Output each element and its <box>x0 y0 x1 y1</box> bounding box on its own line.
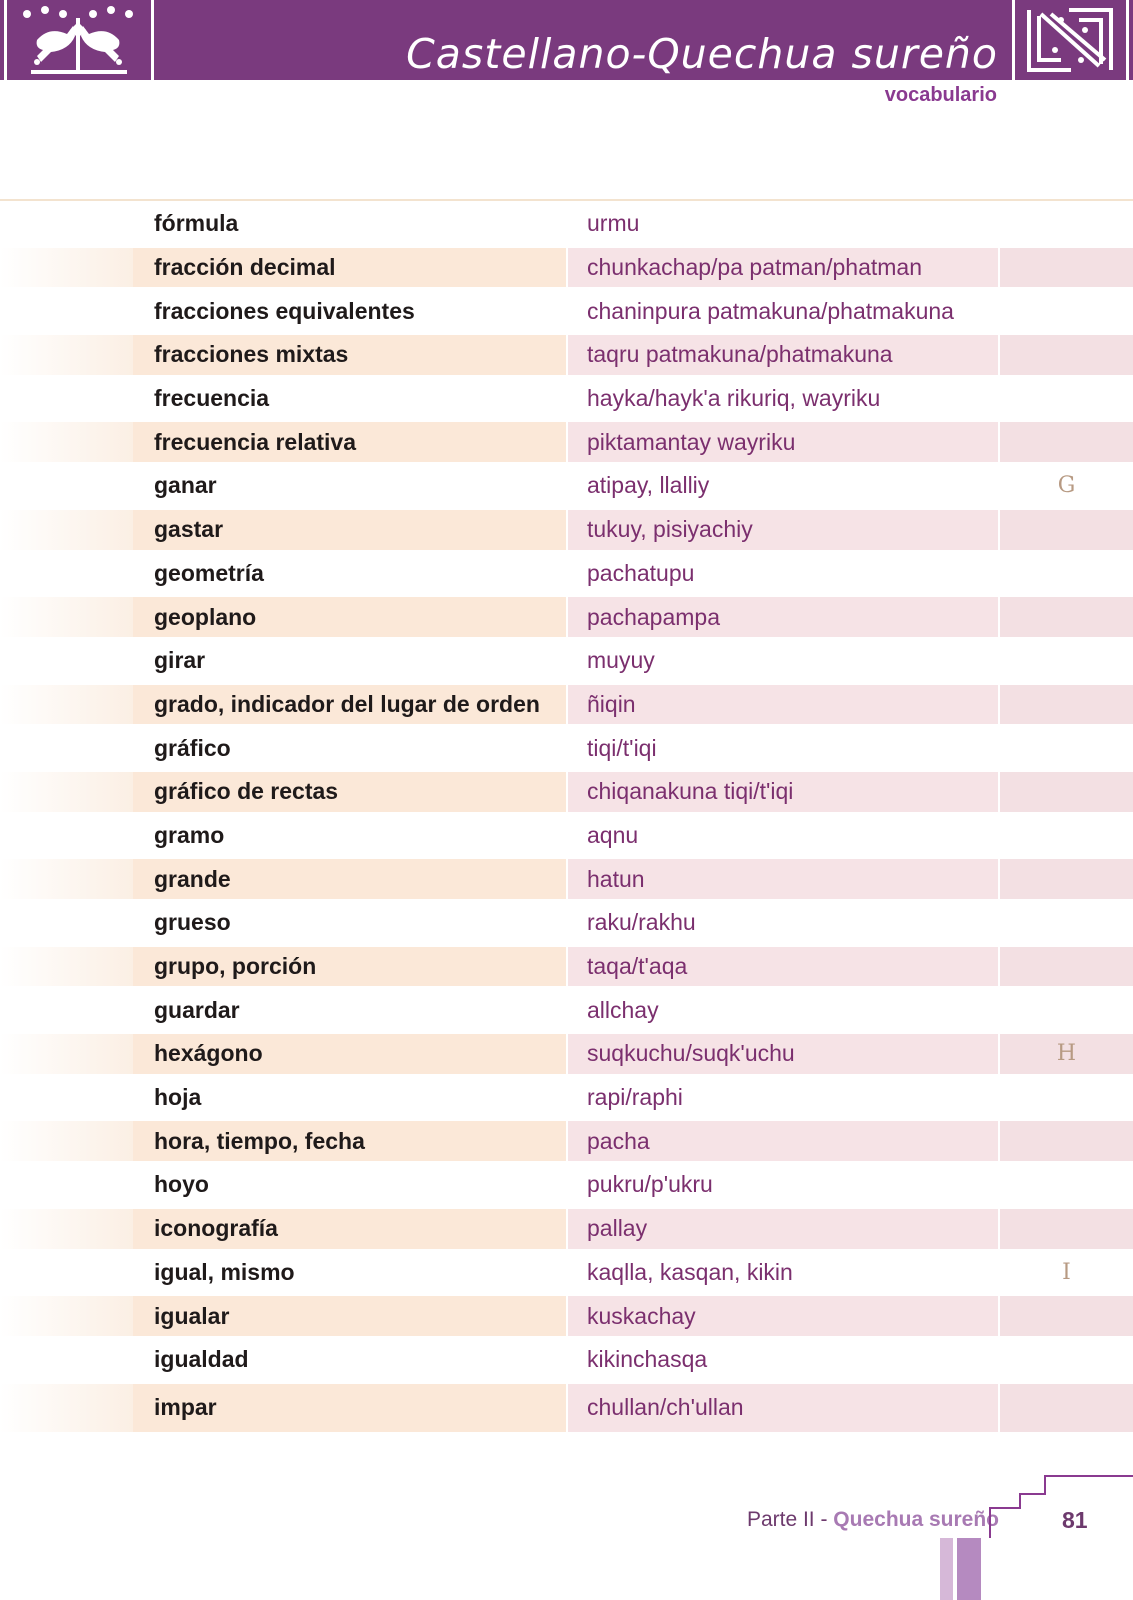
spanish-term: geoplano <box>133 597 566 637</box>
embroidered-birds-pattern-icon <box>7 0 151 80</box>
row-lead-shade <box>0 1209 133 1249</box>
spanish-term: igualdad <box>154 1346 249 1373</box>
row-lead-shade <box>0 1340 133 1380</box>
letter-marker <box>1000 379 1133 419</box>
table-row <box>0 770 1133 814</box>
letter-marker <box>1000 859 1133 899</box>
quechua-translation: pacha <box>568 1121 998 1161</box>
table-row <box>0 377 1133 421</box>
spanish-term: fracciones equivalentes <box>154 297 415 324</box>
quechua-translation: pukru/p'ukru <box>587 1171 713 1198</box>
row-lead-shade <box>0 291 133 331</box>
quechua-translation: pachatupu <box>587 559 695 586</box>
quechua-translation: rapi/raphi <box>587 1084 683 1111</box>
spanish-term: fórmula <box>154 210 239 237</box>
table-row <box>0 1076 1133 1120</box>
spanish-term: geometría <box>154 559 264 586</box>
quechua-translation: atipay, llalliy <box>587 472 710 499</box>
row-lead-shade <box>0 466 133 506</box>
row-lead-shade <box>0 1078 133 1118</box>
quechua-translation: muyuy <box>587 647 655 674</box>
spanish-term: frecuencia relativa <box>133 422 566 462</box>
table-row <box>0 202 1133 246</box>
letter-marker <box>1000 772 1133 812</box>
letter-marker <box>1000 816 1133 856</box>
letter-marker <box>1000 291 1133 331</box>
spanish-term: grande <box>133 859 566 899</box>
spanish-term: iconografía <box>133 1209 566 1249</box>
spanish-term: igual, mismo <box>154 1258 295 1285</box>
spanish-term: hoyo <box>154 1171 209 1198</box>
quechua-translation: tiqi/t'iqi <box>587 734 657 761</box>
table-row <box>0 814 1133 858</box>
row-lead-shade <box>0 685 133 725</box>
quechua-translation: kaqlla, kasqan, kikin <box>587 1258 793 1285</box>
table-row <box>0 857 1133 901</box>
quechua-translation: kikinchasqa <box>587 1346 708 1373</box>
letter-marker <box>1000 990 1133 1030</box>
quechua-translation: kuskachay <box>568 1296 998 1336</box>
table-row <box>0 246 1133 290</box>
page-title: Castellano-Quechua sureño <box>406 30 998 78</box>
letter-marker <box>1000 685 1133 725</box>
table-row <box>0 1163 1133 1207</box>
table-row <box>0 420 1133 464</box>
row-lead-shade <box>0 859 133 899</box>
row-lead-shade <box>0 597 133 637</box>
quechua-translation: taqru patmakuna/phatmakuna <box>568 335 998 375</box>
row-lead-shade <box>0 422 133 462</box>
row-lead-shade <box>0 510 133 550</box>
spanish-term: girar <box>154 647 206 674</box>
quechua-translation: chunkachap/pa patman/phatman <box>568 248 998 288</box>
table-top-rule <box>0 199 1133 201</box>
quechua-translation: pallay <box>568 1209 998 1249</box>
spanish-term: frecuencia <box>154 385 270 412</box>
quechua-translation: tukuy, pisiyachiy <box>568 510 998 550</box>
table-row <box>0 1382 1133 1434</box>
row-lead-shade <box>0 1165 133 1205</box>
row-lead-shade <box>0 728 133 768</box>
spanish-term: gramo <box>154 821 225 848</box>
letter-marker <box>1000 1384 1133 1432</box>
right-logo <box>1012 0 1129 80</box>
table-row <box>0 683 1133 727</box>
letter-marker <box>1000 248 1133 288</box>
quechua-translation: chaninpura patmakuna/phatmakuna <box>587 297 954 324</box>
letter-marker <box>1000 947 1133 987</box>
page-number: 81 <box>1062 1507 1088 1533</box>
row-lead-shade <box>0 335 133 375</box>
table-row <box>0 1294 1133 1338</box>
table-row <box>0 333 1133 377</box>
table-row <box>0 508 1133 552</box>
letter-marker <box>1000 1165 1133 1205</box>
table-row <box>0 595 1133 639</box>
table-row <box>0 988 1133 1032</box>
row-lead-shade <box>0 554 133 594</box>
footer-part-prefix: Parte II - <box>746 1508 834 1531</box>
spanish-term: hoja <box>154 1084 202 1111</box>
spanish-term: hora, tiempo, fecha <box>133 1121 566 1161</box>
letter-marker <box>1000 510 1133 550</box>
table-row <box>0 1251 1133 1295</box>
letter-marker <box>1000 554 1133 594</box>
letter-marker <box>1000 422 1133 462</box>
spanish-term: igualar <box>133 1296 566 1336</box>
table-row <box>0 726 1133 770</box>
table-row <box>0 945 1133 989</box>
letter-marker <box>1000 728 1133 768</box>
page-subtitle: vocabulario <box>884 84 997 106</box>
letter-marker <box>1000 1296 1133 1336</box>
spanish-term: ganar <box>154 472 217 499</box>
letter-marker <box>1000 597 1133 637</box>
row-lead-shade <box>0 772 133 812</box>
table-row <box>0 1338 1133 1382</box>
quechua-translation: aqnu <box>587 821 639 848</box>
footer-part-accent: Quechua sureño <box>833 1508 999 1531</box>
quechua-translation: piktamantay wayriku <box>568 422 998 462</box>
quechua-translation: hayka/hayk'a rikuriq, wayriku <box>587 385 881 412</box>
row-lead-shade <box>0 204 133 244</box>
table-row <box>0 901 1133 945</box>
quechua-translation: chullan/ch'ullan <box>568 1384 998 1432</box>
spanish-term: grupo, porción <box>133 947 566 987</box>
row-lead-shade <box>0 641 133 681</box>
letter-marker <box>1000 903 1133 943</box>
quechua-translation: raku/rakhu <box>587 909 696 936</box>
row-lead-shade <box>0 903 133 943</box>
quechua-translation: suqkuchu/suqk'uchu <box>568 1034 998 1074</box>
quechua-translation: taqa/t'aqa <box>568 947 998 987</box>
footer-steps-decoration <box>940 1468 1133 1600</box>
spanish-term: impar <box>133 1384 566 1432</box>
letter-marker <box>1000 1209 1133 1249</box>
spanish-term: guardar <box>154 996 240 1023</box>
letter-marker <box>1000 335 1133 375</box>
row-lead-shade <box>0 379 133 419</box>
table-row <box>0 1032 1133 1076</box>
quechua-translation: chiqanakuna tiqi/t'iqi <box>568 772 998 812</box>
quechua-translation: urmu <box>587 210 640 237</box>
quechua-translation: allchay <box>587 996 659 1023</box>
letter-marker <box>1000 204 1133 244</box>
quechua-translation: hatun <box>568 859 998 899</box>
spanish-term: fracciones mixtas <box>133 335 566 375</box>
table-row <box>0 639 1133 683</box>
quechua-translation: ñiqin <box>568 685 998 725</box>
table-row <box>0 552 1133 596</box>
spanish-term: fracción decimal <box>133 248 566 288</box>
table-row <box>0 464 1133 508</box>
row-lead-shade <box>0 1121 133 1161</box>
letter-marker <box>1000 1340 1133 1380</box>
spanish-term: gráfico de rectas <box>133 772 566 812</box>
vocabulary-table <box>0 202 1133 1434</box>
letter-marker <box>1000 1121 1133 1161</box>
table-row <box>0 1207 1133 1251</box>
table-row <box>0 289 1133 333</box>
quechua-translation: pachapampa <box>568 597 998 637</box>
spanish-term: grado, indicador del lugar de orden <box>133 685 566 725</box>
spanish-term: grueso <box>154 909 231 936</box>
row-lead-shade <box>0 1296 133 1336</box>
andean-geometric-pattern-icon <box>1015 0 1126 80</box>
letter-marker <box>1000 641 1133 681</box>
table-row <box>0 1119 1133 1163</box>
row-lead-shade <box>0 1384 133 1432</box>
letter-marker <box>1000 1078 1133 1118</box>
spanish-term: gráfico <box>154 734 231 761</box>
row-lead-shade <box>0 947 133 987</box>
row-lead-shade <box>0 816 133 856</box>
letter-marker: G <box>1057 473 1076 499</box>
spanish-term: hexágono <box>133 1034 566 1074</box>
row-lead-shade <box>0 248 133 288</box>
left-logo <box>4 0 154 80</box>
row-lead-shade <box>0 990 133 1030</box>
row-lead-shade <box>0 1034 133 1074</box>
letter-marker: H <box>1000 1034 1133 1074</box>
letter-marker: I <box>1062 1259 1071 1285</box>
spanish-term: gastar <box>133 510 566 550</box>
row-lead-shade <box>0 1253 133 1293</box>
